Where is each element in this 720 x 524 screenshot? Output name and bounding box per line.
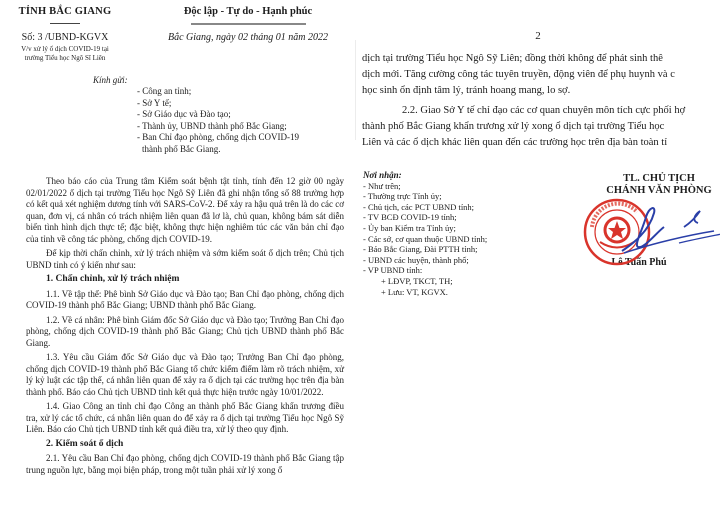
national-motto-block (140, 0, 356, 43)
document-subject (0, 45, 130, 63)
distribution-item: - UBND các huyện, thành phố; (363, 254, 469, 265)
page-2-body (362, 52, 720, 152)
text-line: dịch mới. Tăng cường công tác tuyên truyền, động viên để phụ huynh và c (362, 69, 675, 80)
paragraph-2-2: 2.2. Giao Sở Y tế chỉ đạo các cơ quan chuyên môn tích cực phối hợ (402, 105, 686, 116)
recipient: - Công an tỉnh; (137, 86, 192, 96)
document-body (26, 176, 344, 479)
document-page-2 (356, 0, 720, 524)
text-line: Liên và các ổ dịch khác liên quan đến các trường học trên địa bàn toàn tỉ (362, 137, 668, 148)
subject-line: trường Tiểu học Ngô Sĩ Liên (24, 54, 106, 62)
paragraph-2-1: 2.1. Yêu cầu Ban Chỉ đạo phòng, chống dịch COVID-19 thành phố Bắc Giang tập trung nguồn lực, bằng mọi biện pháp, trong một tuần phải xử lý xong ổ (26, 453, 344, 475)
page-number: 2 (535, 30, 541, 42)
paragraph-intro: Theo báo cáo của Trung tâm Kiểm soát bệnh tật tỉnh, tính đến 12 giờ 00 ngày 02/01/2022 ổ dịch tại trường Tiểu học Ngô Sỹ Liên đã ghi nhận tổng số 88 trường hợp có kết quả xét nghiệm dương tính với SARS-CoV-2. Để xảy ra hậu quả trên là do các cơ quan, đơn vị, cá nhân có trách nhiệm liên quan đã lơ là, chủ quan, không bám sát diễn biến tình hình dịch thực tế; đặc biệt, không thực hiện nghiêm túc các văn bản chỉ đạo của tỉnh về công tác phòng, chống dịch COVID-19. (26, 176, 345, 244)
recipient: thành phố Bắc Giang. (142, 143, 221, 154)
distribution-item: - VP UBND tỉnh: (363, 265, 423, 276)
handwritten-signature-icon (594, 193, 720, 263)
paragraph-1-4: 1.4. Giao Công an tỉnh chỉ đạo Công an thành phố Bắc Giang khẩn trương điều tra, xử lý các tổ chức, cá nhân liên quan do để xảy ra ổ dịch tại trường Tiểu học Ngô Sỹ Liên. Báo cáo Chủ tịch UBND tỉnh kết quả điều tra, xử lý theo quy định. (26, 401, 344, 434)
header-rule (50, 23, 80, 24)
distribution-item: - Ủy ban Kiểm tra Tỉnh ủy; (363, 222, 456, 233)
signer-name: Lê Tuấn Phú (611, 257, 667, 268)
distribution-title: Nơi nhận: (363, 170, 402, 180)
signer-position: CHÁNH VĂN PHÒNG (606, 185, 712, 196)
document-page-1 (0, 0, 356, 524)
distribution-item: - TV BCĐ COVID-19 tỉnh; (363, 212, 457, 223)
document-number: Số: 3 /UBND-KGVX (21, 32, 109, 43)
text-line: học sinh ổn định tâm lý, tránh hoang mang, lo sợ. (362, 85, 571, 96)
recipients-list (137, 86, 299, 156)
paragraph-1-1: 1.1. Về tập thể: Phê bình Sở Giáo dục và Đào tạo; Ban Chỉ đạo phòng, chống dịch COVID-19 thành phố Bắc Giang; UBND thành phố Bắc Giang. (26, 288, 344, 310)
paragraph-1-3: 1.3. Yêu cầu Giám đốc Sở Giáo dục và Đào tạo; Trưởng Ban Chỉ đạo phòng, chống dịch COVID-19 thành phố Bắc Giang tổ chức kiểm điểm làm rõ trách nhiệm, xử lý kỷ luật các tập thể, cá nhân liên quan để xảy ra ổ dịch tại các trường học trên địa bàn thành phố. Báo cáo Chủ tịch UBND tỉnh kết quả thực hiện trước ngày 10/01/2022. (26, 352, 344, 397)
national-motto: Độc lập - Tự do - Hạnh phúc (183, 6, 313, 17)
recipient: - Sở Giáo dục và Đào tạo; (137, 109, 231, 120)
paragraph-1-2: 1.2. Về cá nhân: Phê bình Giám đốc Sở Giáo dục và Đào tạo; Trưởng Ban Chỉ đạo phòng, chống dịch COVID-19 thành phố Bắc Giang; Chủ tịch UBND thành phố Bắc Giang. (26, 314, 344, 348)
distribution-item: - Báo Bắc Giang, Đài PTTH tỉnh; (363, 244, 478, 255)
recipient: - Sở Y tế; (137, 97, 172, 108)
distribution-subitem: + LĐVP, TKCT, TH; (381, 275, 453, 286)
section-2-heading: 2. Kiểm soát ổ dịch (46, 438, 124, 449)
section-1-heading: 1. Chấn chỉnh, xử lý trách nhiệm (46, 274, 180, 284)
distribution-item: - Thường trực Tỉnh ủy; (363, 191, 442, 202)
issuing-authority-block (0, 0, 130, 63)
salutation: Kính gửi: (93, 75, 128, 85)
recipient: - Ban Chỉ đạo phòng, chống dịch COVID-19 (137, 132, 299, 143)
subject-line: V/v xử lý ổ dịch COVID-19 tại (21, 45, 109, 53)
signer-title: TL. CHỦ TỊCH (623, 173, 695, 184)
distribution-item: - Các sở, cơ quan thuộc UBND tỉnh; (363, 233, 488, 244)
text-line: thành phố Bắc Giang khẩn trương xử lý xong ổ dịch tại trường Tiểu học (362, 121, 665, 132)
issuing-authority: TỈNH BẮC GIANG (18, 6, 112, 17)
paragraph-intro-2: Để kịp thời chấn chỉnh, xử lý trách nhiệm và sớm kiểm soát ổ dịch trên; Chủ tịch UBND tỉnh có ý kiến như sau: (26, 248, 344, 270)
distribution-list (363, 170, 487, 297)
signature-block (574, 173, 720, 268)
distribution-subitem: + Lưu: VT, KGVX. (381, 286, 448, 297)
text-line: dịch tại trường Tiểu học Ngô Sỹ Liên; đồng thời không để phát sinh thê (362, 53, 663, 64)
distribution-item: - Chủ tịch, các PCT UBND tỉnh; (363, 201, 475, 212)
recipient: - Thành ủy, UBND thành phố Bắc Giang; (137, 120, 287, 131)
document-date: Bắc Giang, ngày 02 tháng 01 năm 2022 (168, 31, 328, 43)
motto-rule (191, 23, 306, 25)
distribution-item: - Như trên; (363, 180, 401, 191)
